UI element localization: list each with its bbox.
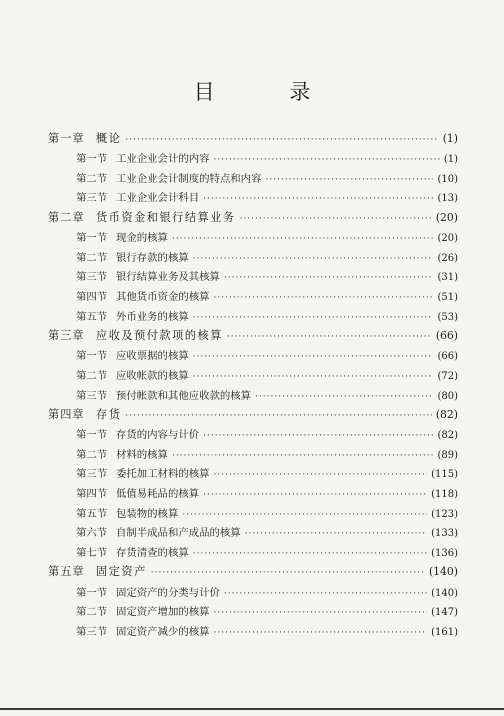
section-title: 存货清查的核算 [116, 546, 189, 559]
section-number: 第七节 [76, 546, 108, 559]
dot-leader [265, 175, 433, 185]
page-number: (123) [431, 508, 458, 520]
section-title: 现金的核算 [116, 232, 168, 245]
toc-section-row [48, 387, 458, 407]
dot-leader [224, 273, 434, 283]
page-number: (140) [431, 587, 458, 599]
dot-leader [255, 392, 433, 402]
toc-section-row [48, 446, 458, 466]
section-number: 第三节 [76, 389, 108, 402]
section-number: 第三节 [76, 271, 108, 284]
toc-section-row [48, 150, 458, 170]
dot-leader [182, 510, 427, 520]
toc-section-row [48, 308, 458, 328]
toc-section-row [48, 544, 458, 564]
dot-leader [203, 490, 427, 500]
section-title: 委托加工材料的核算 [116, 468, 210, 481]
page-number: (161) [431, 626, 458, 638]
page-number: (26) [437, 252, 458, 264]
toc-section-row [48, 268, 458, 288]
section-title: 其他货币资金的核算 [116, 290, 210, 303]
section-title: 低值易耗品的核算 [116, 488, 200, 501]
chapter-number: 第五章 [48, 565, 85, 579]
toc-chapter-row [48, 130, 458, 150]
toc-section-row [48, 347, 458, 367]
dot-leader [214, 293, 434, 303]
section-number: 第三节 [76, 192, 108, 205]
dot-leader [151, 568, 425, 578]
section-number: 第二节 [76, 251, 108, 264]
page-number: (80) [437, 390, 458, 402]
section-number: 第四节 [76, 488, 108, 501]
dot-leader [193, 549, 427, 559]
chapter-number: 第二章 [48, 210, 85, 224]
chapter-number: 第一章 [48, 132, 85, 145]
section-number: 第一节 [76, 429, 108, 442]
toc-section-row [48, 170, 458, 190]
section-title: 包装物的核算 [116, 507, 179, 520]
toc-section-row [48, 288, 458, 308]
dot-leader [203, 431, 433, 441]
section-number: 第二节 [76, 172, 108, 185]
dot-leader [125, 411, 431, 421]
dot-leader [172, 451, 434, 461]
chapter-title: 存货 [96, 408, 122, 422]
section-number: 第一节 [76, 232, 108, 245]
page-number: (89) [437, 449, 458, 461]
section-number: 第五节 [76, 507, 108, 520]
dot-leader [125, 135, 438, 145]
chapter-number: 第四章 [48, 408, 85, 422]
dot-leader [193, 372, 434, 382]
section-title: 银行存款的核算 [116, 251, 189, 264]
dot-leader [193, 352, 434, 362]
section-title: 固定资产减少的核算 [116, 625, 210, 638]
toc-chapter-row [48, 209, 458, 229]
section-title: 自制半成品和产成品的核算 [116, 527, 241, 540]
section-title: 存货的内容与计价 [116, 429, 200, 442]
page-title: 目 录 [193, 80, 345, 104]
chapter-title: 固定资产 [96, 565, 147, 579]
toc-section-row [48, 189, 458, 209]
section-number: 第一节 [76, 350, 108, 363]
page-number: (136) [431, 547, 458, 559]
section-number: 第二节 [76, 369, 108, 382]
section-number: 第一节 [76, 586, 108, 599]
section-title: 工业企业会计科目 [116, 192, 200, 205]
toc-chapter-row [48, 406, 458, 426]
toc-section-row [48, 229, 458, 249]
page-number: (66) [437, 351, 458, 363]
page-number: (1) [442, 132, 458, 145]
dot-leader [193, 254, 434, 264]
section-number: 第二节 [76, 606, 108, 619]
page-number: (115) [431, 469, 458, 481]
section-title: 材料的核算 [116, 448, 168, 461]
page-number: (147) [431, 607, 458, 619]
chapter-title: 货币资金和银行结算业务 [96, 210, 236, 224]
section-title: 应收帐款的核算 [116, 369, 189, 382]
toc-section-row [48, 505, 458, 525]
dot-leader [172, 234, 434, 244]
page-number: (66) [435, 329, 458, 343]
toc-section-row [48, 524, 458, 544]
section-title: 工业企业会计制度的特点和内容 [116, 172, 262, 185]
page-number: (53) [437, 311, 458, 323]
section-number: 第二节 [76, 448, 108, 461]
section-number: 第四节 [76, 290, 108, 303]
section-title: 银行结算业务及其核算 [116, 271, 220, 284]
dot-leader [193, 313, 434, 323]
page-number: (133) [431, 528, 458, 540]
page-number: (10) [437, 173, 458, 185]
page-number: (20) [435, 210, 458, 224]
dot-leader [240, 214, 432, 224]
bottom-rule [0, 708, 504, 710]
dot-leader [203, 194, 433, 204]
section-number: 第三节 [76, 625, 108, 638]
toc-section-row [48, 485, 458, 505]
toc-section-row [48, 367, 458, 387]
toc-section-row [48, 584, 458, 604]
page-number: (31) [437, 272, 458, 284]
dot-leader [214, 628, 428, 638]
toc-section-row [48, 249, 458, 269]
section-number: 第六节 [76, 527, 108, 540]
dot-leader [245, 529, 427, 539]
page-number: (82) [437, 430, 458, 442]
dot-leader [214, 608, 428, 618]
toc-chapter-row [48, 563, 458, 583]
section-number: 第五节 [76, 310, 108, 323]
page-number: (118) [431, 489, 458, 501]
chapter-number: 第三章 [48, 329, 85, 343]
page-number: (72) [437, 370, 458, 382]
chapter-title: 应收及预付款项的核算 [96, 329, 223, 343]
section-title: 固定资产增加的核算 [116, 606, 210, 619]
dot-leader [214, 155, 440, 165]
section-title: 外币业务的核算 [116, 310, 189, 323]
section-title: 应收票据的核算 [116, 350, 189, 363]
toc-section-row [48, 623, 458, 643]
page-number: (20) [437, 233, 458, 245]
page-number: (82) [435, 408, 458, 422]
chapter-title: 概论 [96, 132, 122, 145]
dot-leader [214, 470, 428, 480]
section-number: 第三节 [76, 468, 108, 481]
toc-section-row [48, 603, 458, 623]
page-number: (13) [437, 193, 458, 205]
section-title: 预付帐款和其他应收款的核算 [116, 389, 252, 402]
toc-chapter-row [48, 327, 458, 347]
table-of-contents [48, 130, 458, 642]
section-title: 固定资产的分类与计价 [116, 586, 220, 599]
section-number: 第一节 [76, 153, 108, 166]
page-number: (1) [443, 154, 458, 166]
dot-leader [227, 332, 432, 342]
page-number: (140) [428, 565, 458, 579]
dot-leader [224, 589, 427, 599]
toc-section-row [48, 465, 458, 485]
section-title: 工业企业会计的内容 [116, 153, 210, 166]
page-number: (51) [437, 291, 458, 303]
toc-section-row [48, 426, 458, 446]
